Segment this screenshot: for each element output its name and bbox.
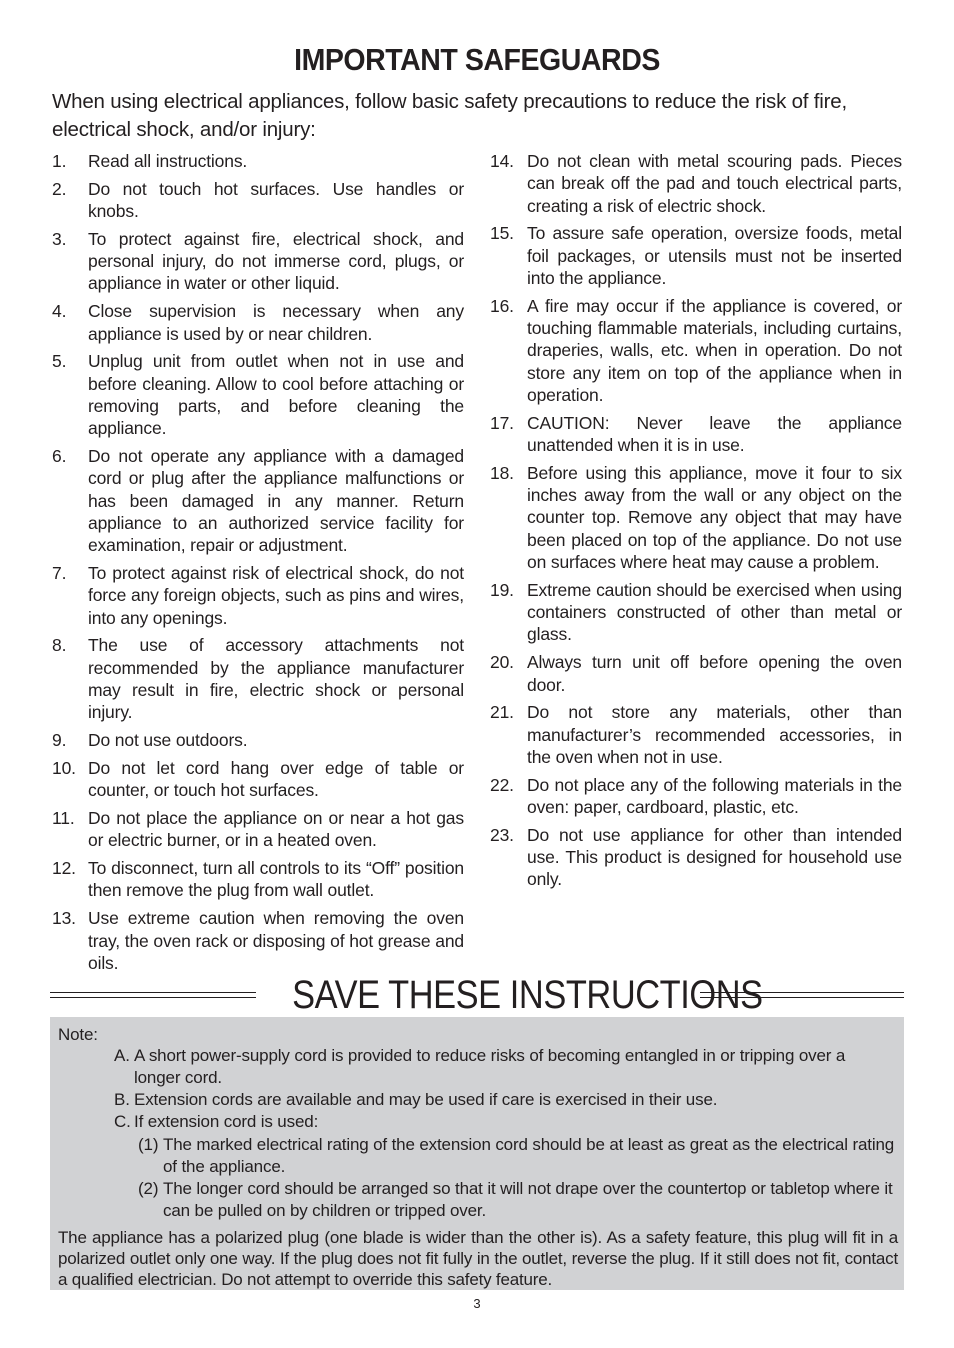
list-item: [52, 228, 464, 295]
item-text: Unplug unit from outlet when not in use and before cleaning. Allow to cool before attaching or removing parts, and before cleaning the appliance.: [88, 351, 464, 439]
item-number: 16.: [490, 295, 514, 316]
list-item: [490, 222, 902, 289]
item-number: 13.: [52, 908, 76, 929]
item-number: 23.: [490, 824, 514, 845]
save-instructions-heading: SAVE THESE INSTRUCTIONS: [292, 973, 763, 1017]
item-number: 20.: [490, 652, 514, 673]
note-item-text: If extension cord is used:: [134, 1112, 319, 1131]
item-number: 9.: [52, 730, 67, 751]
item-text: Do not place any of the following materials in the oven: paper, cardboard, plastic, etc.: [527, 774, 902, 818]
list-item: [52, 350, 464, 439]
note-item-b: [114, 1089, 874, 1111]
item-number: 3.: [52, 228, 67, 249]
list-item: [490, 579, 902, 646]
list-item: [490, 651, 902, 696]
list-item: [52, 857, 464, 902]
item-text: A fire may occur if the appliance is covered, or touching flammable materials, including curtains, draperies, walls, etc. when in operation. Do not store any item on top of the appliance when in operation.: [527, 295, 902, 405]
list-item: [52, 300, 464, 345]
list-item: [490, 295, 902, 406]
intro-text: When using electrical appliances, follow basic safety precautions to reduce the risk of fire, electrical shock, and/or injury:: [52, 90, 847, 141]
note-subitem-text: The marked electrical rating of the extension cord should be at least as great as the electrical rating of the appliance.: [163, 1135, 895, 1176]
list-item: [52, 907, 464, 974]
item-text: Do not let cord hang over edge of table or counter, or touch hot surfaces.: [88, 757, 464, 801]
list-item: [52, 634, 464, 723]
double-rule-right: [700, 992, 904, 998]
item-text: Close supervision is necessary when any appliance is used by or near children.: [88, 301, 464, 344]
note-subitem-1: [138, 1134, 898, 1178]
item-number: 22.: [490, 774, 514, 795]
list-item: [52, 757, 464, 802]
item-text: To protect against risk of electrical shock, do not force any foreign objects, such as pins and wires, into any openings.: [88, 563, 464, 628]
item-number: 17.: [490, 412, 514, 433]
item-number: 6.: [52, 446, 67, 467]
list-item: [52, 807, 464, 852]
item-number: 8.: [52, 635, 67, 656]
list-item: [490, 412, 902, 457]
note-item-text: Extension cords are available and may be used if care is exercised in their use.: [134, 1090, 718, 1109]
note-label: Note:: [58, 1025, 98, 1044]
item-number: 12.: [52, 858, 76, 879]
item-text: Do not store any materials, other than manufacturer’s recommended accessories, in the oven when not in use.: [527, 702, 902, 767]
list-item: [490, 824, 902, 891]
item-number: 14.: [490, 151, 514, 171]
list-item: [52, 562, 464, 629]
item-text: Read all instructions.: [88, 151, 248, 171]
list-item: [52, 729, 464, 751]
safeguards-list-left: [52, 150, 464, 980]
item-text: Always turn unit off before opening the oven door.: [527, 652, 902, 695]
note-item-text: A short power-supply cord is provided to reduce risks of becoming entangled in or tripping over a longer cord.: [134, 1046, 846, 1087]
note-item-label: A.: [114, 1046, 130, 1065]
list-item: [490, 462, 902, 573]
item-number: 1.: [52, 151, 67, 171]
item-number: 21.: [490, 702, 514, 723]
note-item-c: [114, 1111, 874, 1133]
item-number: 2.: [52, 178, 67, 199]
item-text: Do not operate any appliance with a damaged cord or plug after the appliance malfunctions or has been damaged in any manner. Return appliance to an authorized service facility for examination, repair or adjustment.: [88, 446, 464, 556]
item-number: 5.: [52, 351, 67, 372]
list-item: [490, 150, 902, 217]
item-text: Do not clean with metal scouring pads. Pieces can break off the pad and touch electrical parts, creating a risk of electric shock.: [527, 151, 902, 216]
item-number: 18.: [490, 462, 514, 483]
item-text: CAUTION: Never leave the appliance unattended when it is in use.: [527, 412, 902, 456]
double-rule-left: [50, 992, 256, 998]
note-item-label: C.: [114, 1112, 131, 1131]
list-item: [52, 150, 464, 172]
item-text: Do not use outdoors.: [88, 730, 248, 751]
item-text: Before using this appliance, move it four to six inches away from the wall or any object on the counter top. Remove any object that may have been placed on top of the appliance. Do not use on surfaces where heat may cause a problem.: [527, 462, 902, 573]
note-item-label: B.: [114, 1090, 130, 1109]
note-subitem-2: [138, 1178, 898, 1222]
list-item: [52, 178, 464, 223]
save-instructions-banner: [50, 972, 904, 1020]
note-item-a: [114, 1045, 874, 1089]
polarized-plug-notice: The appliance has a polarized plug (one blade is wider than the other is). As a safety feature, this plug will fit in a polarized outlet only one way. If the plug does not fit fully in the outlet, reverse the plug. If it still does not fit, contact a qualified electrician. Do not attempt to override this safety feature.: [58, 1228, 898, 1289]
page-number: 3: [473, 1296, 481, 1311]
note-subitem-text: The longer cord should be arranged so that it will not drape over the countertop or tabletop where it can be pulled on by children or tripped over.: [163, 1179, 893, 1220]
item-text: To disconnect, turn all controls to its “Off” position then remove the plug from wall outlet.: [88, 858, 464, 901]
note-subitem-label: (1): [138, 1135, 159, 1154]
item-text: The use of accessory attachments not recommended by the appliance manufacturer may result in fire, electric shock or personal injury.: [88, 635, 464, 723]
item-number: 4.: [52, 301, 67, 322]
item-text: Extreme caution should be exercised when using containers constructed of other than metal or glass.: [527, 579, 902, 645]
item-number: 15.: [490, 223, 514, 244]
item-text: Do not touch hot surfaces. Use handles or knobs.: [88, 178, 464, 222]
note-subitem-label: (2): [138, 1179, 159, 1198]
item-number: 19.: [490, 579, 514, 600]
item-number: 11.: [52, 808, 75, 829]
safeguards-list-right: [490, 150, 902, 896]
item-text: Use extreme caution when removing the oven tray, the oven rack or disposing of hot grease and oils.: [88, 908, 464, 973]
list-item: [490, 701, 902, 768]
page-title: IMPORTANT SAFEGUARDS: [294, 42, 660, 77]
item-text: To protect against fire, electrical shock, and personal injury, do not immerse cord, plugs, or appliance in water or other liquid.: [88, 228, 464, 294]
item-text: To assure safe operation, oversize foods, metal foil packages, or utensils must not be inserted into the appliance.: [527, 223, 902, 288]
item-text: Do not use appliance for other than intended use. This product is designed for household use only.: [527, 824, 902, 890]
item-number: 10.: [52, 757, 76, 778]
list-item: [52, 445, 464, 556]
item-number: 7.: [52, 563, 67, 584]
item-text: Do not place the appliance on or near a hot gas or electric burner, or in a heated oven.: [88, 808, 464, 851]
note-box: [50, 1017, 904, 1290]
list-item: [490, 774, 902, 819]
